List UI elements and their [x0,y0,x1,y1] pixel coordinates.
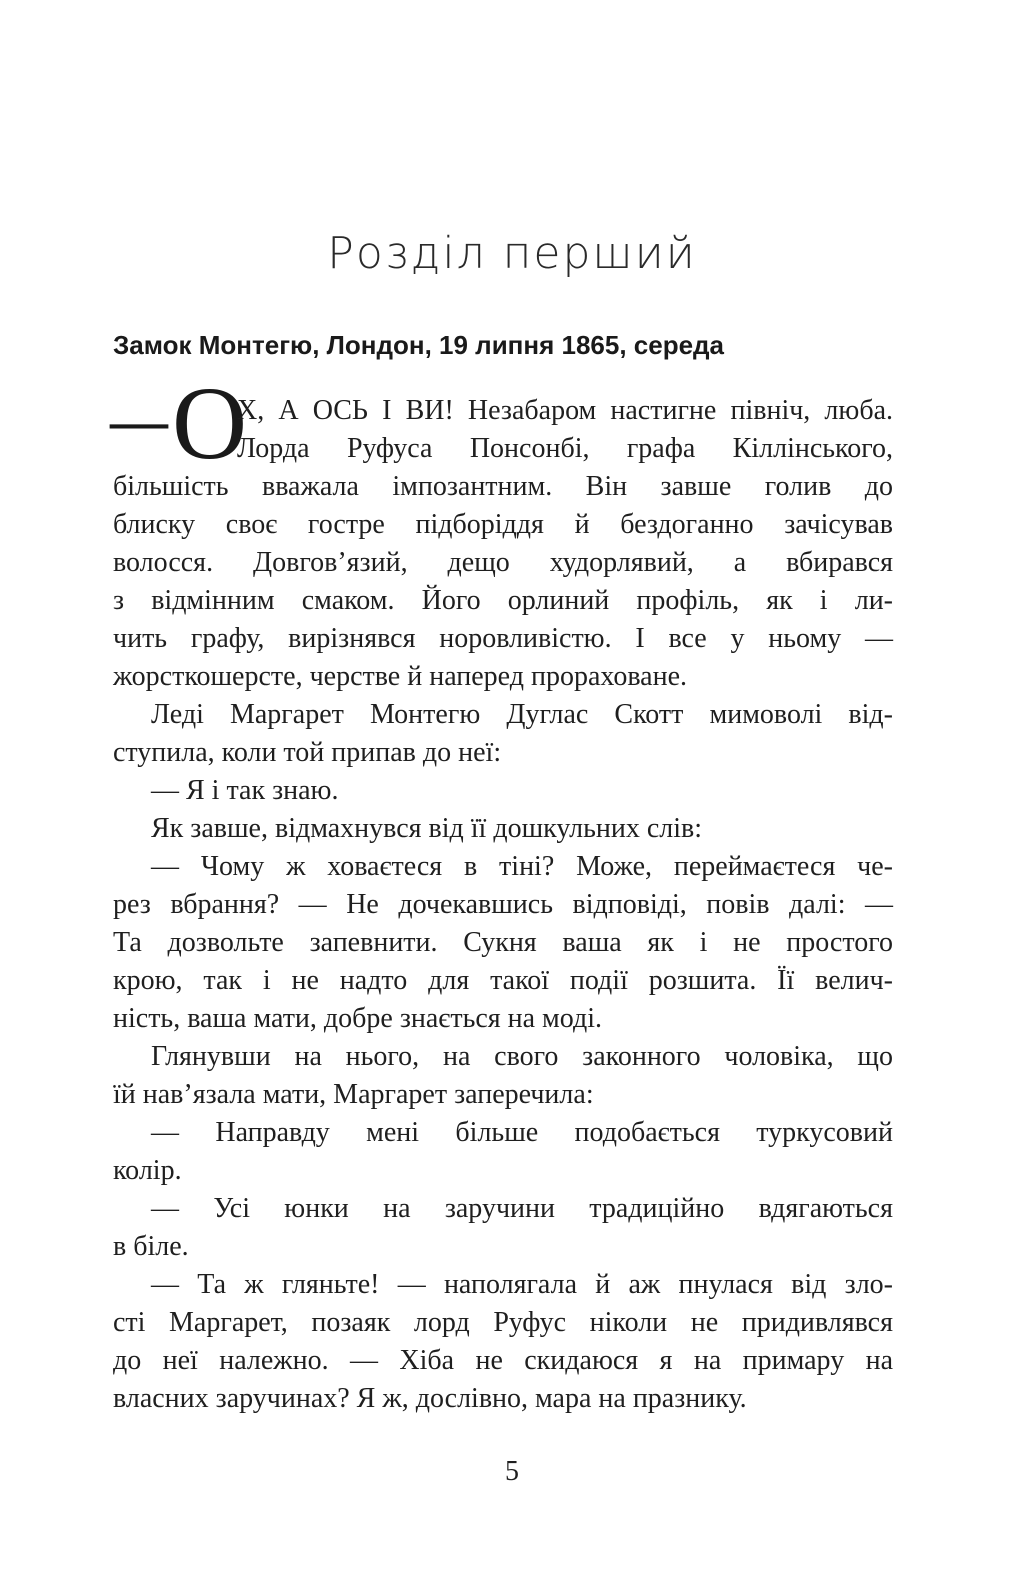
text-line: більшість вважала імпозантним. Він завше голив до [113,471,893,502]
text-line: з відмінним смаком. Його орлиний профіль, як і ли- [113,585,893,616]
page-number: 5 [505,1456,519,1487]
text-line: блиску своє гостре підборіддя й бездоганно зачісував [113,509,893,540]
chapter-subtitle: Замок Монтегю, Лондон, 19 липня 1865, середа [113,330,724,360]
text-line: — Та ж гляньте! — наполягала й аж пнулася від зло- [151,1269,893,1300]
text-line: Та дозвольте запевнити. Сукня ваша як і не простого [113,927,893,958]
body-text [113,468,893,1418]
text-line: власних заручинах? Я ж, дослівно, мара на празнику. [113,1383,747,1414]
opening-line: Лорда Руфуса Понсонбі, графа Кіллінського, [237,433,893,464]
text-line: Глянувши на нього, на свого законного чоловіка, що [151,1041,893,1072]
text-line: колір. [113,1155,182,1186]
text-line: рез вбрання? — Не дочекавшись відповіді, повів далі: — [113,889,893,920]
text-line: їй нав’язала мати, Маргарет заперечила: [113,1079,594,1110]
text-line: — Направду мені більше подобається туркусовий [151,1117,893,1148]
chapter-title: Розділ перший [327,228,697,279]
text-line: Як завше, відмахнувся від її дошкульних слів: [151,813,703,844]
text-line: ступила, коли той припав до неї: [113,737,502,768]
text-line: — Усі юнки на заручини традиційно вдягаються [151,1193,893,1224]
text-line: в біле. [113,1231,189,1262]
text-line: волосся. Довгов’язий, дещо худорлявий, а вбирався [113,547,893,578]
text-line: — Я і так знаю. [151,775,339,806]
text-line: Леді Маргарет Монтегю Дуглас Скотт мимоволі від- [151,699,893,730]
text-line: крою, так і не надто для такої події розшита. Її велич- [113,965,893,996]
opening-line: Х, А ОСЬ І ВИ! Незабаром настигне північ, люба. [237,395,893,426]
text-line: до неї належно. — Хіба не скидаюся я на примару на [113,1345,893,1376]
text-line: чить графу, вирізнявся норовливістю. І все у ньому — [113,623,893,654]
text-line: ність, ваша мати, добре знається на моді. [113,1003,602,1034]
opening-dash: — [110,388,168,453]
drop-cap: О [172,366,248,481]
text-line: жорсткошерсте, черстве й наперед прораховане. [113,661,688,692]
text-line: — Чому ж ховаєтеся в тіні? Може, переймаєтеся че- [151,851,893,882]
opening-lines [237,392,893,468]
text-line: сті Маргарет, позаяк лорд Руфус ніколи не придивлявся [113,1307,893,1338]
